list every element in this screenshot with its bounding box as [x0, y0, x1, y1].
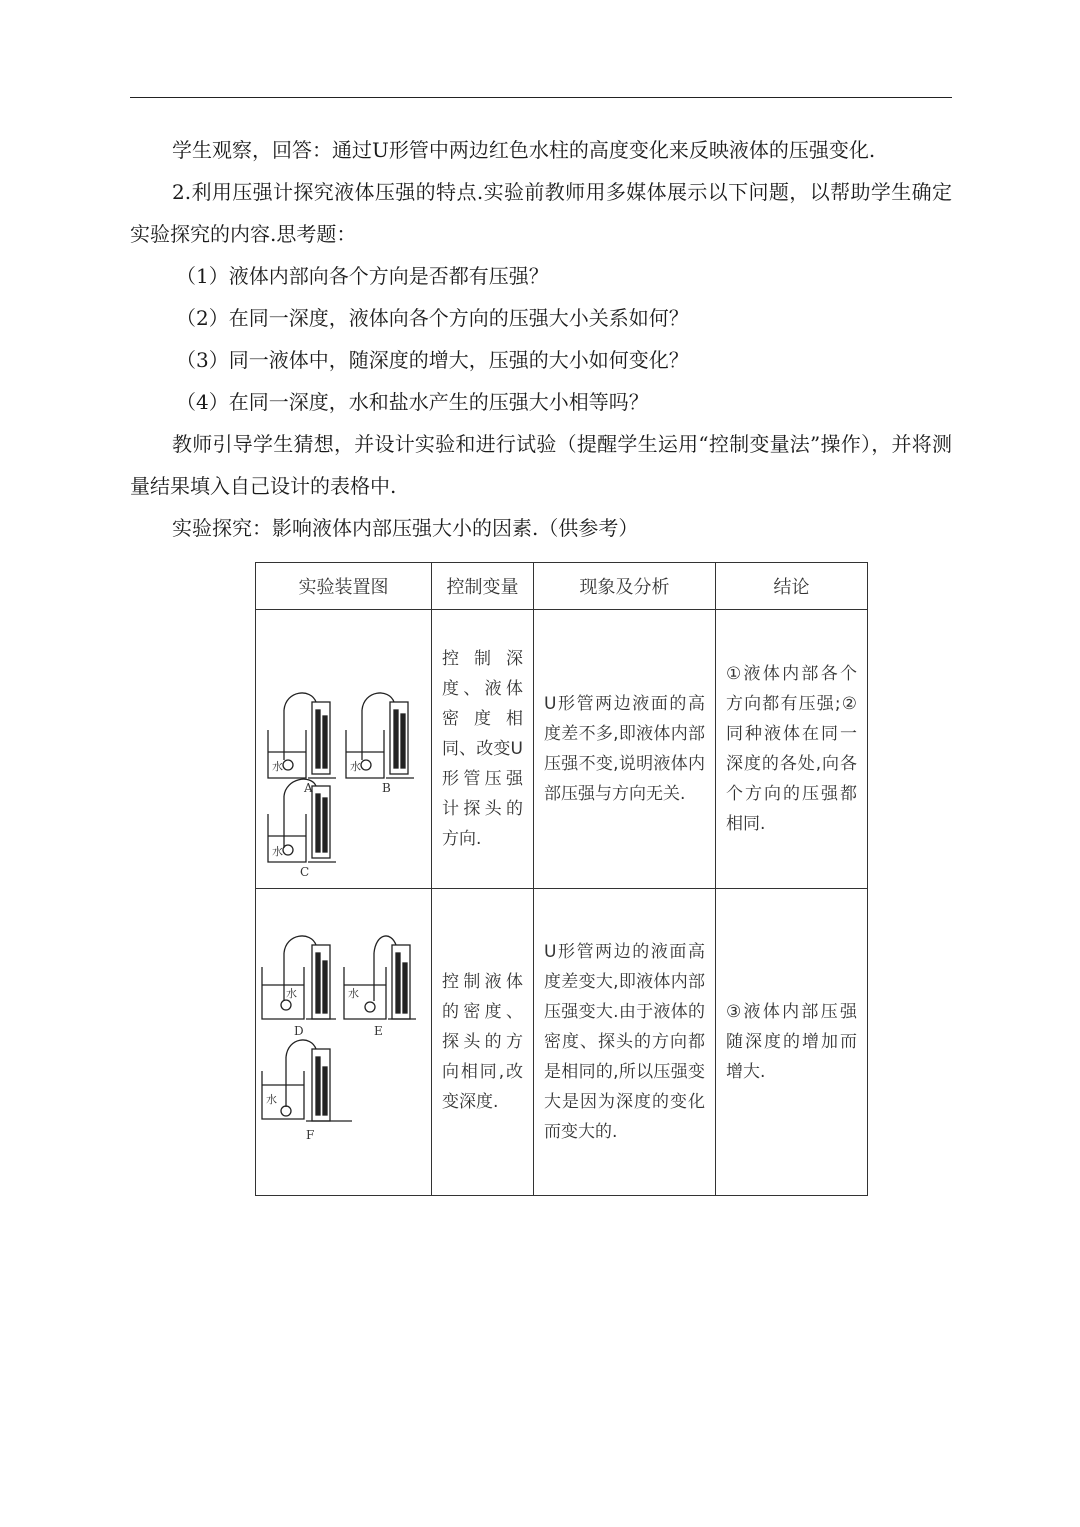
phenomenon-cell: U形管两边的液面高度差变大,即液体内部压强变大.由于液体的密度、探头的方向都是相同的,所以压强变大是因为深度的变化而变大的.	[534, 889, 716, 1196]
conclusion-cell: ③液体内部压强随深度的增加而增大.	[716, 889, 868, 1196]
figure-label-e: E	[374, 1024, 383, 1038]
apparatus-figure-def	[256, 889, 432, 1196]
pressure-gauge-diagram	[256, 610, 432, 888]
header-phenomenon: 现象及分析	[534, 563, 716, 610]
body-text	[130, 129, 952, 549]
question-3: （3）同一液体中，随深度的增大，压强的大小如何变化？	[176, 348, 689, 372]
header-control: 控制变量	[432, 563, 534, 610]
water-label-c: 水	[272, 845, 283, 858]
water-label-d: 水	[286, 987, 297, 1000]
paragraph-experiment: 实验探究：影响液体内部压强大小的因素.（供参考）	[172, 516, 639, 540]
paragraph-intro: 2.利用压强计探究液体压强的特点.实验前教师用多媒体展示以下问题，以帮助学生确定实验探究的内容.思考题：	[130, 180, 952, 246]
figure-label-d: D	[294, 1024, 304, 1038]
water-label-f: 水	[266, 1093, 277, 1106]
table-row	[256, 610, 868, 889]
question-1: （1）液体内部向各个方向是否都有压强？	[176, 264, 549, 288]
figure-label-b: B	[382, 781, 391, 795]
header-apparatus: 实验装置图	[256, 563, 432, 610]
control-variable-cell: 控制液体的密度、探头的方向相同,改变深度.	[432, 889, 534, 1196]
paragraph-guidance: 教师引导学生猜想，并设计实验和进行试验（提醒学生运用“控制变量法”操作），并将测量结果填入自己设计的表格中.	[130, 432, 952, 498]
water-label-b: 水	[350, 760, 361, 773]
header-conclusion: 结论	[716, 563, 868, 610]
apparatus-figure-abc	[256, 610, 432, 889]
water-label-e: 水	[348, 987, 359, 1000]
paragraph-observation: 学生观察，回答：通过U形管中两边红色水柱的高度变化来反映液体的压强变化.	[172, 138, 876, 162]
water-label-a: 水	[272, 760, 283, 773]
pressure-gauge-depth-diagram	[256, 889, 432, 1195]
table-header-row	[256, 563, 868, 610]
control-variable-cell: 控制深度、液体密度相同、改变U形管压强计探头的方向.	[432, 610, 534, 889]
phenomenon-cell: U形管两边液面的高度差不多,即液体内部压强不变,说明液体内部压强与方向无关.	[534, 610, 716, 889]
figure-label-f: F	[306, 1128, 315, 1142]
figure-label-a: A	[304, 781, 313, 795]
question-4: （4）在同一深度，水和盐水产生的压强大小相等吗？	[176, 390, 649, 414]
figure-label-c: C	[300, 865, 310, 879]
conclusion-cell: ①液体内部各个方向都有压强;②同种液体在同一深度的各处,向各个方向的压强都相同.	[716, 610, 868, 889]
header-rule	[130, 97, 952, 98]
table-row	[256, 889, 868, 1196]
experiment-table	[255, 562, 867, 1192]
question-2: （2）在同一深度，液体向各个方向的压强大小关系如何？	[176, 306, 689, 330]
